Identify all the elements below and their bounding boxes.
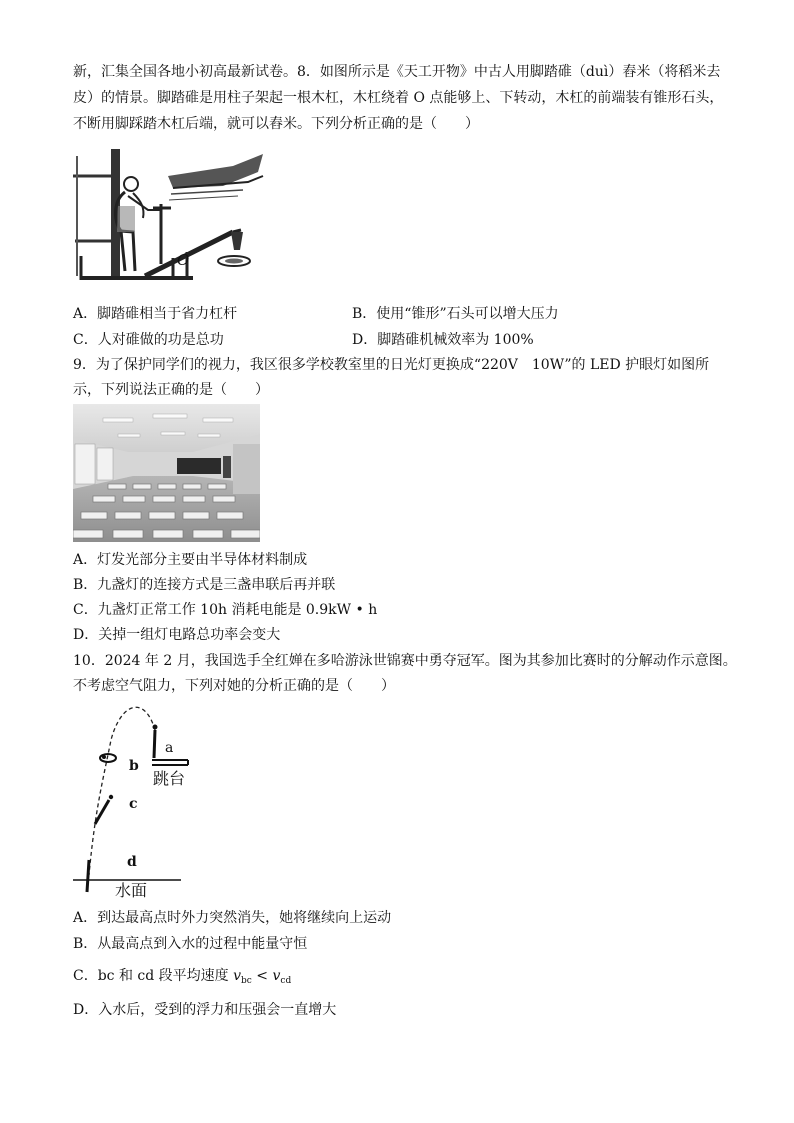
q9-option-d: D．关掉一组灯电路总功率会变大 — [73, 627, 281, 643]
q8-option-a: A．脚踏碓相当于省力杠杆 — [73, 306, 238, 322]
q8-option-c: C．人对碓做的功是总功 — [73, 332, 224, 348]
position-label-a: a — [165, 740, 174, 756]
position-label-d: d — [127, 854, 137, 870]
q9-line-1: 9．为了保护同学们的视力，我区很多学校教室里的日光灯更换成“220V 10W”的 LED 护眼灯如图所 — [73, 357, 710, 373]
q10-option-b: B．从最高点到入水的过程中能量守恒 — [73, 936, 308, 952]
velocity-subscript-cd: cd — [280, 976, 292, 986]
q8-line-3: 不断用脚踩踏木杠后端，就可以舂米。下列分析正确的是（ ） — [73, 116, 479, 132]
q8-option-d: D．脚踏碓机械效率为 100% — [352, 332, 534, 348]
q9-option-a: A．灯发光部分主要由半导体材料制成 — [73, 552, 308, 568]
q8-option-b: B．使用“锥形”石头可以增大压力 — [352, 306, 559, 322]
platform-label: 跳台 — [153, 769, 186, 788]
q10-line-1: 10．2024 年 2 月，我国选手全红婵在多哈游泳世锦赛中勇夺冠军。图为其参加比赛时的分解动作示意图。 — [73, 653, 737, 669]
velocity-symbol-bc: v — [233, 968, 242, 984]
velocity-symbol-cd: v — [272, 968, 281, 984]
position-label-c: c — [129, 796, 138, 812]
q10-option-c-text: C．bc 和 cd 段平均速度 — [73, 968, 234, 984]
q10-option-c — [73, 966, 291, 991]
position-label-b: b — [129, 758, 139, 774]
water-surface-label: 水面 — [115, 881, 148, 900]
q9-option-b: B．九盏灯的连接方式是三盏串联后再并联 — [73, 577, 336, 593]
q8-line-2: 皮）的情景。脚踏碓是用柱子架起一根木杠，木杠绕着 O 点能够上、下转动，木杠的前端装有锥形石头， — [73, 90, 724, 106]
diving-diagram — [73, 700, 198, 900]
q10-option-a: A．到达最高点时外力突然消失，她将继续向上运动 — [73, 910, 392, 926]
q9-option-c: C．九盏灯正常工作 10h 消耗电能是 0.9kW • h — [73, 602, 378, 618]
q10-line-2: 不考虑空气阻力，下列对她的分析正确的是（ ） — [73, 678, 395, 694]
treadle-pestle-illustration — [73, 146, 268, 291]
pivot-label: O — [177, 251, 190, 269]
q9-line-2: 示，下列说法正确的是（ ） — [73, 382, 269, 398]
q8-line-1: 新，汇集全国各地小初高最新试卷。8．如图所示是《天工开物》中古人用脚踏碓（duì）舂米（将稻米去 — [73, 64, 721, 80]
velocity-subscript-bc: bc — [241, 976, 252, 986]
q10-option-d: D．入水后，受到的浮力和压强会一直增大 — [73, 1002, 337, 1018]
classroom-photo — [73, 404, 260, 542]
less-than-sign: < — [251, 968, 273, 984]
